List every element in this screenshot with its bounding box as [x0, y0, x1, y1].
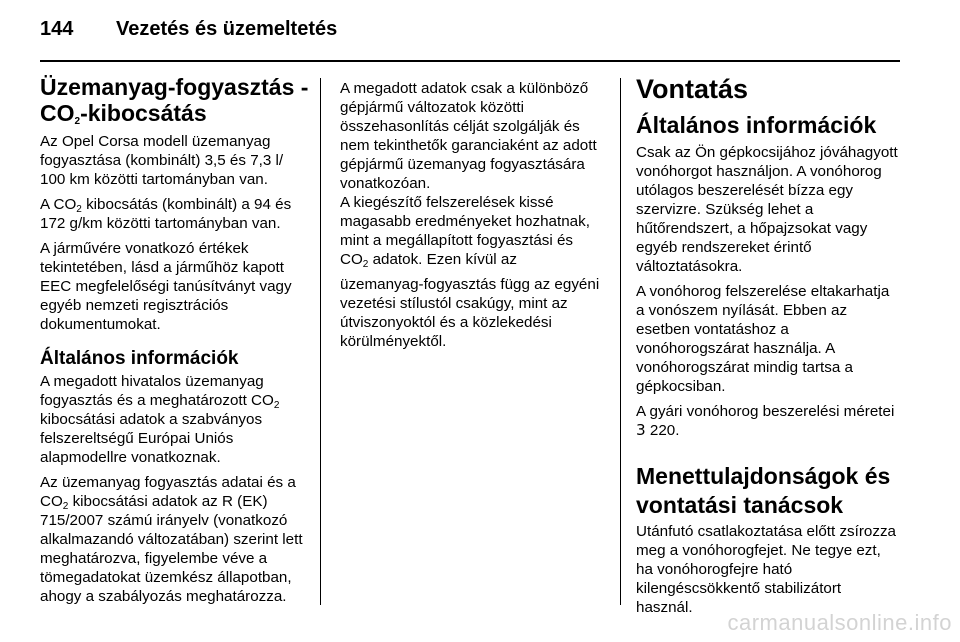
text-span: A megadott hivatalos üzemanyag fogyasztás és a meghatározott CO — [40, 373, 274, 409]
paragraph-comparison: A megadott adatok csak a különböző gépjármű változatok közötti összehasonlítás célját szolgálják és nem tekinthetők garanciaként az adott gépjármű üzemanyag fogyasztására vonatkozóan. — [340, 80, 597, 192]
towing-general-heading: Általános információk — [636, 112, 877, 138]
paragraph-co2-emission — [40, 195, 310, 233]
paragraph-certificate: A járművére vonatkozó értékek tekintetében, lásd a járműhöz kapott EEC megfelelőségi tanúsítványt vagy egyéb nemzeti regisztrációs dokumentumokat. — [40, 240, 292, 333]
section-title: Vezetés és üzemeltetés — [116, 18, 338, 40]
header-rule — [40, 60, 900, 62]
paragraph-driving-style: üzemanyag-fogyasztás függ az egyéni vezetési stílustól csakúgy, mint az útviszonyoktól és a közlekedési körülményektől. — [340, 276, 600, 350]
column-divider-1 — [320, 78, 321, 605]
paragraph-towbar-cover: A vonóhorog felszerelése eltakarhatja a vonószem nyílását. Ebben az esetben vontatáshoz a vonóhorogszárat használja. A vonóhorogszárat mindig tartsa a gépkocsiban. — [636, 283, 890, 395]
text-span: kibocsátás (kombinált) a 94 és 172 g/km közötti tartományban van. — [40, 196, 292, 232]
general-info-heading: Általános információk — [40, 348, 239, 369]
text-span: Az üzemanyag fogyasztás adatai és a CO — [40, 474, 296, 510]
co2-heading-co: CO — [40, 100, 75, 126]
column-2 — [340, 79, 605, 357]
towing-heading: Vontatás — [636, 74, 749, 104]
paragraph-trailer-coupling: Utánfutó csatlakoztatása előtt zsírozza meg a vonóhorogfejet. Ne tegye ezt, ha vonóhorogfejre ható kilengéscsökkentő stabilizátort használ. — [636, 523, 897, 616]
subscript: 2 — [273, 400, 280, 411]
paragraph-install-dimensions — [636, 402, 900, 440]
text-span: kibocsátási adatok a szabványos felszereltségű Európai Uniós alapmodellre vonatkoznak. — [40, 411, 263, 466]
subscript: 2 — [362, 259, 369, 270]
paragraph-directive — [40, 473, 310, 606]
text-span: A gyári vonóhorog beszerelési méretei — [636, 403, 895, 420]
text-span: adatok. Ezen kívül az — [368, 251, 517, 268]
text-span: A CO — [40, 196, 77, 213]
page-number: 144 — [40, 18, 74, 40]
text-span: kibocsátási adatok az R (EK) 715/2007 számú irányelv (vonatkozó alkalmazandó változatában) szerint lett meghatározva, figyelembe véve a tömegadatokat üzemkész állapotban, ahogy a szabályozás meghatározza. — [40, 493, 303, 605]
subscript: 2 — [76, 204, 82, 215]
watermark: carmanualsonline.info — [727, 610, 952, 635]
paragraph-accessories — [340, 193, 605, 269]
paragraph-towbar: Csak az Ön gépkocsijához jóváhagyott vonóhorgot használjon. A vonóhorog utólagos beszerelését bízza egy szervizre. Szükség lehet a hűtőrendszert, a hőpajzsokat vagy egyéb rendszereket érintő változtatásokra. — [636, 144, 898, 275]
driving-tips-heading: Menettulajdonságok és vontatási tanácsok — [636, 463, 891, 518]
page-reference-icon: 3 — [636, 421, 646, 439]
co2-heading — [40, 74, 310, 126]
subscript: 2 — [62, 501, 69, 512]
paragraph-consumption: Az Opel Corsa modell üzemanyag fogyasztása (kombinált) 3,5 és 7,3 l/ 100 km közötti tartományban van. — [40, 133, 284, 188]
co2-heading-post: -kibocsátás — [80, 100, 207, 126]
column-3 — [636, 68, 900, 623]
co2-heading-sub: 2 — [74, 116, 81, 127]
column-1 — [40, 68, 310, 612]
text-span: A kiegészítő felszerelések kissé magasabb eredményeket hozhatnak, mint a megállapított fogyasztási és CO — [340, 194, 590, 268]
text-span: 220. — [645, 422, 680, 439]
paragraph-official-data — [40, 372, 310, 467]
co2-heading-line1: Üzemanyag-fogyasztás - — [40, 74, 309, 100]
column-divider-2 — [620, 78, 621, 605]
